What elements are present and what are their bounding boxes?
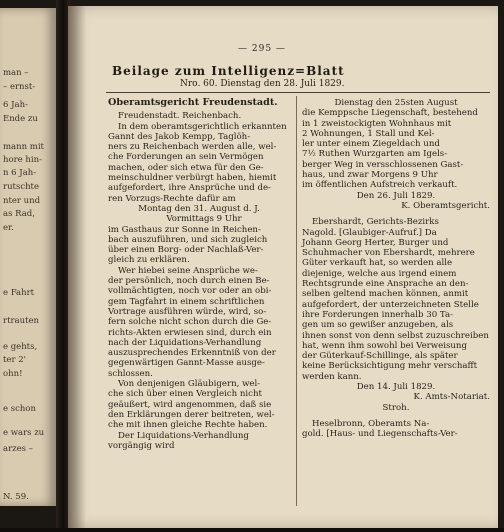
text-line: fern solche nicht schon durch die Ge- (108, 317, 272, 328)
bottom-edge (0, 528, 504, 532)
text-line: Freudenstadt. Reichenbach. (118, 111, 242, 122)
left-column-text (108, 111, 290, 451)
text-line: ler unter einem Ziegeldach und (302, 139, 440, 150)
notice-sale-text (302, 98, 490, 191)
left-page-fragment: hore hin- (3, 155, 42, 165)
page (68, 6, 498, 528)
text-line: nach der Liquidations-Verhandlung (108, 337, 262, 348)
text-line: aufgefordert, der unterzeichneten Stelle (302, 299, 479, 310)
left-page-edge (0, 8, 56, 506)
text-line: vorgängig wird (108, 440, 175, 451)
text-line: gold. [Haus- und Liegenschafts-Ver- (302, 429, 458, 440)
left-page-fragment: er. (3, 223, 14, 233)
left-page-fragment: e wars zu (3, 428, 45, 438)
notice-date: Den 26. Juli 1829. (356, 190, 436, 201)
text-line: richts-Akten erwiesen sind, durch ein (108, 327, 272, 338)
text-line: aufgefordert, ihre Ansprüche und de- (108, 183, 271, 194)
left-column (108, 98, 290, 451)
text-line: den Erklärungen derer beitreten, wel- (108, 409, 275, 420)
left-page-fragment: Ende zu (3, 114, 38, 124)
text-line: Vortrage ausführen würde, wird, so- (108, 306, 267, 317)
left-page-fragment: ter 2' (3, 355, 26, 365)
text-line: Rechtsgrunde eine Ansprache an den- (302, 279, 469, 290)
creditor-call-text (302, 217, 490, 382)
left-page-fragment: ohn! (3, 369, 23, 379)
left-page-fragment: rtrauten (3, 316, 40, 326)
text-line: Dienstag den 25sten August (334, 98, 458, 108)
text-line: gem Tagfahrt in einem schriftlichen (108, 296, 265, 307)
page-number: — 295 — (238, 44, 286, 54)
text-line: schlossen. (108, 368, 153, 379)
text-line: der Güterkauf-Schillinge, als später (302, 351, 458, 362)
text-line: Nagold. [Glaubiger-Aufruf.] Da (302, 227, 437, 238)
issue-line: Nro. 60. Dienstag den 28. Juli 1829. (180, 79, 345, 89)
heselbronn-notice-text (302, 419, 490, 440)
text-line: diejenige, welche aus irgend einem (302, 268, 457, 279)
text-line: Vormittags 9 Uhr (166, 214, 242, 225)
text-line: In dem oberamtsgerichtlich erkannten (118, 121, 287, 132)
text-line: bach auszuführen, und sich zugleich (108, 234, 268, 245)
text-line: 2 Wohnungen, 1 Stall und Kel- (302, 128, 435, 139)
text-line: che mit ihnen gleiche Rechte haben. (108, 420, 268, 431)
text-line: der persönlich, noch durch einen Be- (108, 276, 270, 287)
left-page-fragment: rutschte (3, 182, 39, 192)
text-line: Der Liquidations-Verhandlung (118, 430, 249, 441)
creditor-call-date: Den 14. Juli 1829. (356, 382, 436, 393)
left-page-fragment: e Fahrt (3, 288, 35, 298)
text-line: haus, und zwar Morgens 9 Uhr (302, 170, 438, 181)
text-line: selben geltend machen können, anmit (302, 289, 469, 300)
notice-signature: K. Oberamtsgericht. (401, 200, 490, 211)
text-line: Montag den 31. August d. J. (138, 203, 260, 214)
text-line: Schuhmacher von Ebershardt, mehrere (302, 248, 475, 259)
text-line: che Forderungen an sein Vermögen (108, 152, 264, 163)
text-line: 7½ Ruthen Wurzgarten am Igels- (302, 149, 448, 160)
text-line: Güter verkauft hat, so werden alle (302, 258, 453, 269)
header-rule (106, 92, 490, 93)
column-divider (296, 96, 297, 506)
text-line: gegenwärtigen Gannt-Masse ausge- (108, 358, 265, 369)
text-line: im Gasthaus zur Sonne in Reichen- (108, 224, 261, 235)
left-page-fragment: e gehts, (3, 342, 38, 352)
text-line: meinschuldner verbürgt haben, hiemit (108, 173, 277, 184)
left-page-fragment: as Rad, (3, 209, 35, 219)
text-line: werden kann. (302, 371, 362, 382)
text-line: ners zu Reichenbach werden alle, wel- (108, 142, 277, 153)
text-line: Heselbronn, Oberamts Na- (312, 418, 430, 429)
left-page-fragment: n 6 Jah- (3, 168, 37, 178)
left-page-fragment: N. 59. (3, 492, 29, 502)
text-line: Von denjenigen Gläubigern, wel- (118, 379, 261, 390)
text-line: über einen Borg- oder Nachlaß-Ver- (108, 245, 264, 256)
text-line: Gannt des Jakob Kempp, Taglöh- (108, 131, 251, 142)
text-line: machen, oder sich etwa für den Ge- (108, 162, 264, 173)
text-line: gleich zu erklären. (108, 255, 190, 266)
creditor-call-signature: K. Amts-Notariat. (413, 392, 490, 403)
text-line: hat, wenn ihm sowohl bei Verweisung (302, 340, 467, 351)
text-line: Johann Georg Herter, Burger und (302, 237, 449, 248)
text-line: geäußert, wird angenommen, daß sie (108, 399, 272, 410)
text-line: auszusprechendes Erkenntniß von der (108, 348, 276, 359)
text-line: vollmächtigten, noch vor oder an obi- (108, 286, 272, 297)
text-line: im öffentlichen Aufstreich verkauft. (302, 180, 458, 191)
left-page-fragment: nter und (3, 196, 41, 206)
text-line: ihre Forderungen innerhalb 30 Ta- (302, 309, 454, 320)
left-page-fragment: mann mit (3, 142, 44, 152)
left-page-fragment: e schon (3, 404, 36, 414)
text-line: che sich über einen Vergleich nicht (108, 389, 262, 400)
text-line: Ebershardt, Gerichts-Bezirks (312, 217, 439, 228)
creditor-call-signer: Stroh. (382, 402, 410, 413)
left-page-fragment: man – (3, 68, 29, 78)
left-page-fragment: 6 Jah- (3, 100, 28, 110)
text-line: in 1 zweistockigten Wohnhaus mit (302, 118, 452, 129)
section-heading: Oberamtsgericht Freudenstadt. (108, 97, 278, 108)
text-line: keine Berücksichtigung mehr verschafft (302, 361, 478, 372)
page-title: Beilage zum Intelligenz=Blatt (112, 64, 345, 78)
spine-shadow (68, 6, 86, 528)
text-line: die Kemppsche Liegenschaft, bestehend (302, 108, 478, 119)
left-page-fragment: – ernst- (3, 82, 36, 92)
text-line: ren Vorzugs-Rechte dafür am (108, 193, 236, 204)
right-column (302, 98, 490, 440)
left-page-fragment: arzes – (3, 444, 33, 454)
text-line: ihnen sonst von denn selbst zuzuschreiben (302, 330, 489, 341)
text-line: Wer hiebei seine Ansprüche we- (118, 265, 258, 276)
page-header (68, 6, 498, 62)
text-line: berger Weg in versschlossenen Gast- (302, 159, 464, 170)
text-line: gen um so gewißer anzugeben, als (302, 320, 454, 331)
